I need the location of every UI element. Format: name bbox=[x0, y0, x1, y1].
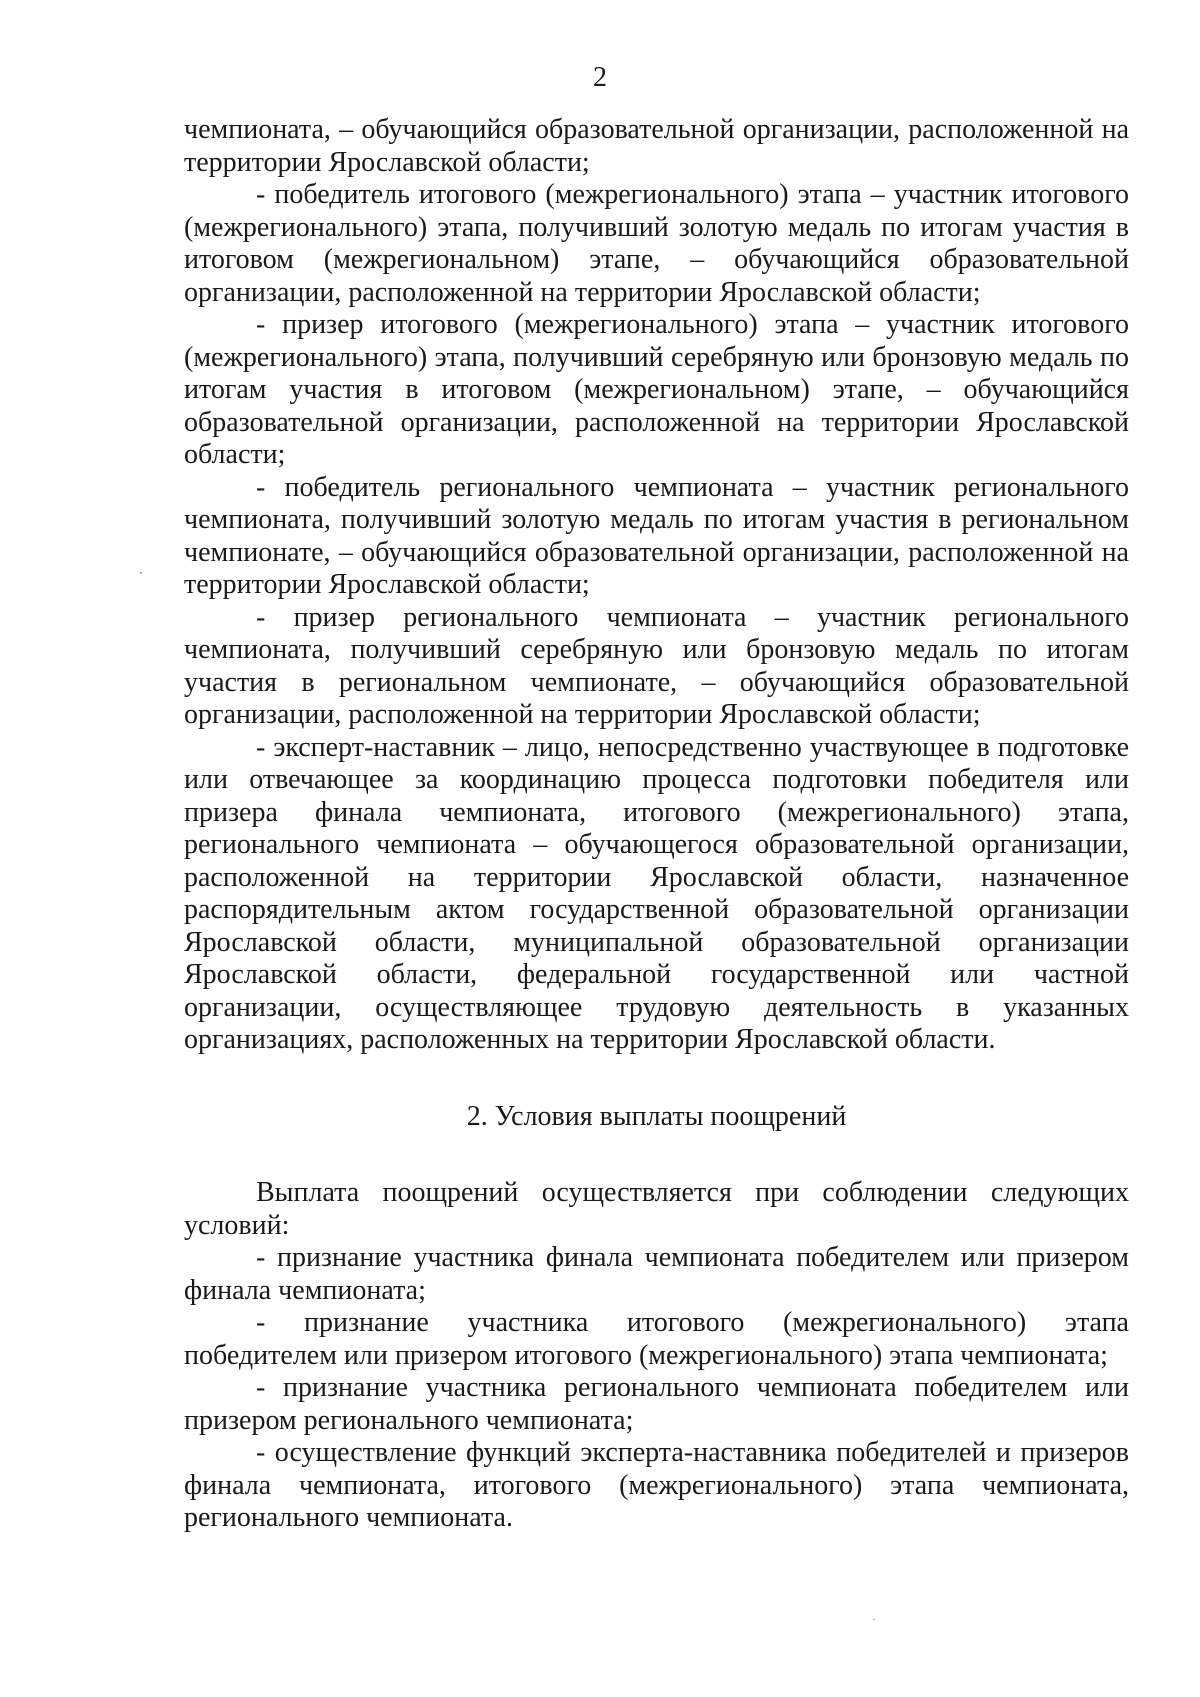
conditions-section bbox=[184, 1177, 1129, 1535]
page-number: 2 bbox=[593, 62, 607, 93]
definition-item: - призер итогового (межрегионального) этапа – участник итогового (межрегионального) этапа, получивший серебряную или бронзовую медаль по итогам участия в итоговом (межрегиональном) этапе, – обучающийся образовательной организации, расположенной на территории Ярославской области; bbox=[184, 309, 1129, 470]
section-title: 2. Условия выплаты поощрений bbox=[466, 1100, 847, 1132]
condition-item: - признание участника регионального чемпионата победителем или призером регионального чемпионата; bbox=[184, 1372, 1129, 1436]
definition-item: - призер регионального чемпионата – участник регионального чемпионата, получивший серебряную или бронзовую медаль по итогам участия в региональном чемпионате, – обучающийся образовательной организации, расположенной на территории Ярославской области; bbox=[184, 601, 1129, 730]
condition-item: - признание участника итогового (межрегионального) этапа победителем или призером итогового (межрегионального) этапа чемпионата; bbox=[184, 1307, 1129, 1371]
definition-item: - победитель итогового (межрегионального) этапа – участник итогового (межрегионального) этапа, получивший золотую медаль по итогам участия в итоговом (межрегиональном) этапе, – обучающийся образовательной организации, расположенной на территории Ярославской области; bbox=[184, 179, 1129, 308]
condition-item: - признание участника финала чемпионата победителем или призером финала чемпионата; bbox=[184, 1242, 1129, 1306]
definition-continuation: чемпионата, – обучающийся образовательной организации, расположенной на территории Ярославской области; bbox=[184, 114, 1129, 178]
scan-speck bbox=[873, 1619, 875, 1620]
conditions-intro: Выплата поощрений осуществляется при соблюдении следующих условий: bbox=[184, 1177, 1129, 1241]
scan-speck bbox=[140, 572, 142, 574]
condition-item: - осуществление функций эксперта-наставника победителей и призеров финала чемпионата, итогового (межрегионального) этапа чемпионата, регионального чемпионата. bbox=[184, 1437, 1129, 1533]
definition-item: - эксперт-наставник – лицо, непосредственно участвующее в подготовке или отвечающее за координацию процесса подготовки победителя или призера финала чемпионата, итогового (межрегионального) этапа, регионального чемпионата – обучающегося образовательной организации, расположенной на территории Ярославской области, назначенное распорядительным актом государственной образовательной организации Ярославской области, муниципальной образовательной организации Ярославской области, федеральной государственной или частной организации, осуществляющее трудовую деятельность в указанных организациях, расположенных на территории Ярославской области. bbox=[184, 731, 1129, 1055]
document-body bbox=[184, 114, 1129, 1535]
definition-item: - победитель регионального чемпионата – участник регионального чемпионата, получивший золотую медаль по итогам участия в региональном чемпионате, – обучающийся образовательной организации, расположенной на территории Ярославской области; bbox=[184, 471, 1129, 600]
